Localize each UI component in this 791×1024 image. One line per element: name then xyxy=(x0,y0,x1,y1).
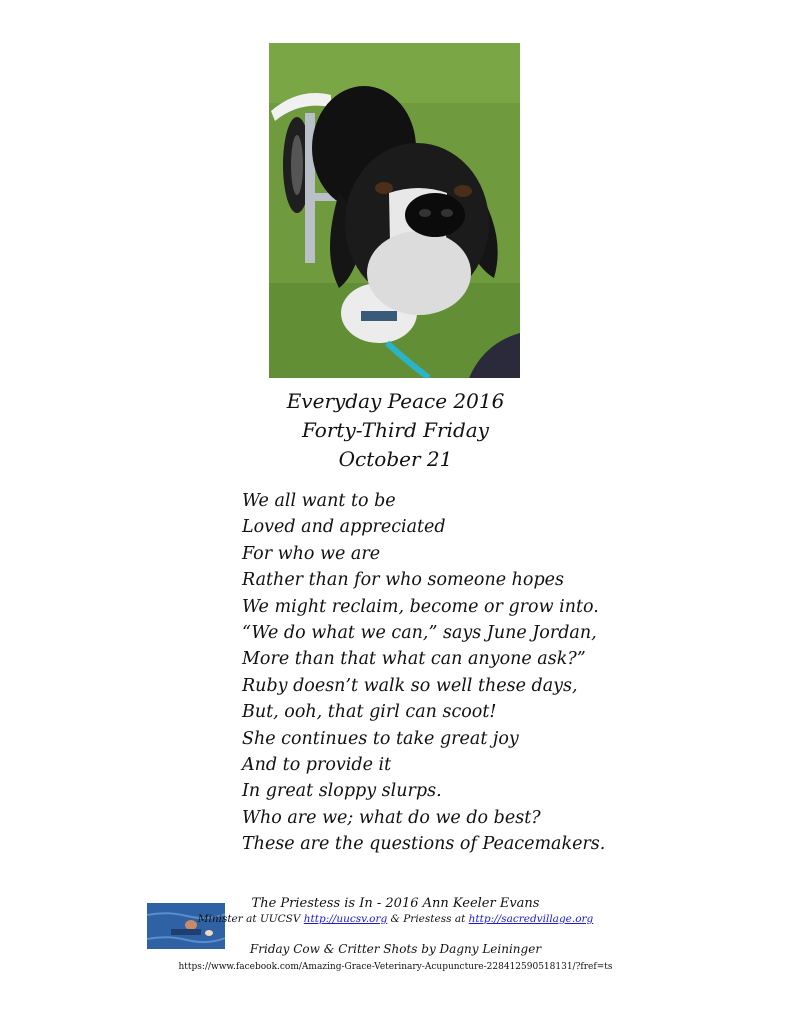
photo-credit xyxy=(0,942,791,956)
dog-photo xyxy=(269,43,520,378)
priestess-credit: The Priestess is In - 2016 Ann Keeler Evans xyxy=(251,896,540,911)
title: Everyday Peace 2016 xyxy=(286,389,505,413)
poem-line: More than that what can anyone ask?” xyxy=(242,649,586,670)
poem-line: But, ooh, that girl can scoot! xyxy=(242,702,497,723)
uucsv-link[interactable]: http://uucsv.org xyxy=(303,913,388,925)
date: October 21 xyxy=(338,447,453,471)
poem-line: “We do what we can,” says June Jordan, xyxy=(242,623,597,644)
priestess-prefix: & Priestess at xyxy=(387,913,469,925)
poem-line: Ruby doesn’t walk so well these days, xyxy=(242,675,578,696)
poem-line: For who we are xyxy=(242,543,381,564)
subtitle-friday: Forty-Third Friday xyxy=(302,418,489,442)
photo-credit-prefix: Friday Cow & Critter Shots by xyxy=(249,942,440,956)
poem-line: We all want to be xyxy=(242,491,396,511)
facebook-url-text: https://www.facebook.com/Amazing-Grace-Veterinary-Acupuncture-228412590518131/?fref=ts xyxy=(178,962,613,972)
poem-line: She continues to take great joy xyxy=(242,728,519,749)
facebook-url xyxy=(0,962,791,972)
poem xyxy=(242,488,605,858)
poem-line: Rather than for who someone hopes xyxy=(242,570,564,591)
poem-line: And to provide it xyxy=(242,755,392,776)
poem-line: These are the questions of Peacemakers. xyxy=(242,834,606,855)
sacredvillage-link[interactable]: http://sacredvillage.org xyxy=(468,913,594,925)
poem-line: We might reclaim, become or grow into. xyxy=(242,596,599,617)
photographer-name: Dagny Leininger xyxy=(439,942,542,956)
poem-line: Who are we; what do we do best? xyxy=(242,807,541,828)
poem-line: Loved and appreciated xyxy=(242,517,446,538)
minister-prefix: Minister at UUCSV xyxy=(197,913,304,925)
minister-line xyxy=(0,913,791,925)
poem-line: In great sloppy slurps. xyxy=(242,781,442,802)
